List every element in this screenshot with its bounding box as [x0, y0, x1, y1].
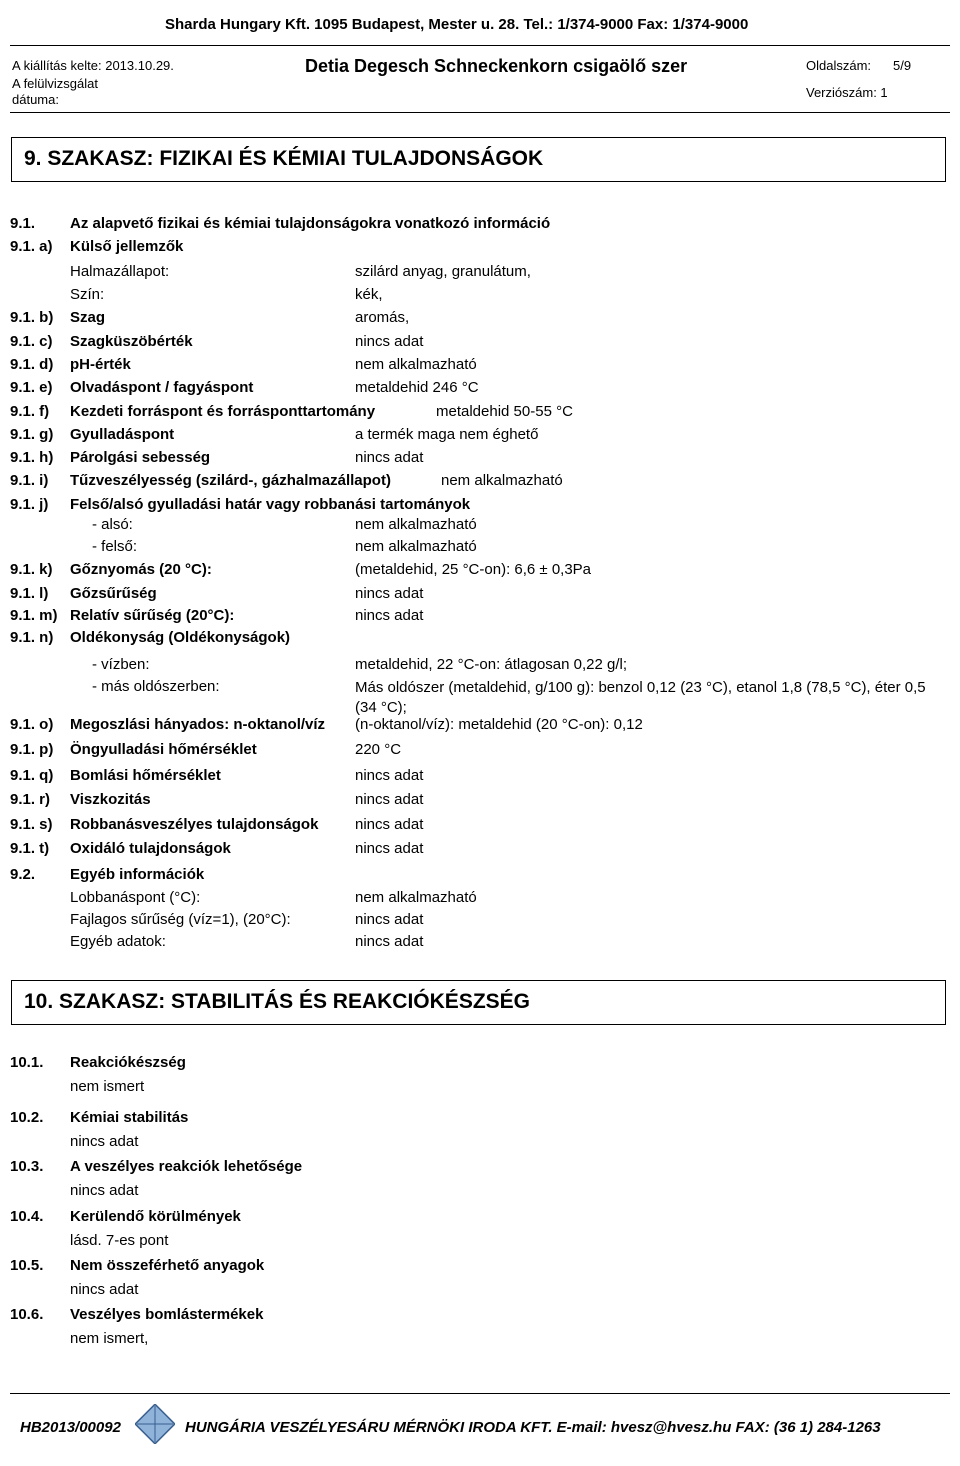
- section10-item-value: nem ismert,: [70, 1330, 149, 1347]
- section10-item-label: Veszélyes bomlástermékek: [70, 1306, 264, 1323]
- section9-row-num: 9.1. t): [10, 840, 50, 857]
- section9-row-label: - felső:: [92, 538, 138, 555]
- section9-row-num: 9.1. g): [10, 426, 54, 443]
- section9-row-label: Oldékonyság (Oldékonyságok): [70, 629, 291, 646]
- section9-row-label: Gyulladáspont: [70, 426, 175, 443]
- section10-item-num: 10.1.: [10, 1054, 44, 1071]
- section9-row-label: Párolgási sebesség: [70, 449, 211, 466]
- section9-row-value: nincs adat: [355, 607, 424, 624]
- section9-row-label: Viszkozitás: [70, 791, 151, 808]
- section10-item-label: Nem összeférhető anyagok: [70, 1257, 265, 1274]
- product-name: Detia Degesch Schneckenkorn csigaölő szer: [305, 56, 688, 76]
- section9-row-value: nincs adat: [355, 840, 424, 857]
- header-bottom-rule: [10, 112, 950, 113]
- section9-row-label: Fajlagos sűrűség (víz=1), (20°C):: [70, 911, 291, 928]
- section9-row-label: Relatív sűrűség (20°C):: [70, 607, 235, 624]
- section9-row-value: 220 °C: [355, 741, 402, 758]
- footer-rule: [10, 1393, 950, 1394]
- section9-row-value: nem alkalmazható: [355, 356, 477, 373]
- section9-row-value: nem alkalmazható: [355, 516, 477, 533]
- section9-title: 9. SZAKASZ: FIZIKAI ÉS KÉMIAI TULAJDONSÁGOK: [24, 147, 544, 170]
- section9-row-value: nem alkalmazható: [355, 889, 477, 906]
- section9-row-num: 9.1. h): [10, 449, 54, 466]
- section9-row-value: nincs adat: [355, 791, 424, 808]
- section9-row-label: Öngyulladási hőmérséklet: [70, 741, 257, 758]
- section10-item-value: nem ismert: [70, 1078, 145, 1095]
- section10-item-label: Reakciókészség: [70, 1054, 186, 1071]
- section9-row-value: nincs adat: [355, 333, 424, 350]
- version-label: Verziószám: 1: [806, 85, 888, 100]
- section10-item-label: A veszélyes reakciók lehetősége: [70, 1158, 303, 1175]
- section9-row-value: aromás,: [355, 309, 410, 326]
- section9-row-num: 9.1. c): [10, 333, 53, 350]
- section9-row-value: metaldehid, 22 °C-on: átlagosan 0,22 g/l;: [355, 656, 628, 673]
- section9-row-label: pH-érték: [70, 356, 131, 373]
- section9-row-value: nincs adat: [355, 933, 424, 950]
- section9-row-label: Külső jellemzők: [70, 238, 184, 255]
- section9-row-label: Tűzveszélyesség (szilárd-, gázhalmazállapot): [70, 472, 391, 489]
- section9-row-value: nincs adat: [355, 585, 424, 602]
- section9-row-label: Egyéb információk: [70, 866, 205, 883]
- section9-row-num: 9.1. f): [10, 403, 50, 420]
- section9-row-value: kék,: [355, 286, 383, 303]
- section9-row-label: - alsó:: [92, 516, 133, 533]
- section9-row-value: nem alkalmazható: [355, 538, 477, 555]
- section10-item-label: Kémiai stabilitás: [70, 1109, 189, 1126]
- section9-row-value: (n-oktanol/víz): metaldehid (20 °C-on): 0,12: [355, 716, 643, 733]
- section10-item-value: lásd. 7-es pont: [70, 1232, 169, 1249]
- section9-row-num: 9.1. i): [10, 472, 49, 489]
- section10-item-value: nincs adat: [70, 1182, 139, 1199]
- section9-row-num: 9.1. q): [10, 767, 54, 784]
- section9-row-num: 9.1.: [10, 215, 36, 232]
- section10-item-value: nincs adat: [70, 1133, 139, 1150]
- section9-row-label: Szagküszöbérték: [70, 333, 193, 350]
- section10-item-label: Kerülendő körülmények: [70, 1208, 241, 1225]
- section9-row-label: Bomlási hőmérséklet: [70, 767, 221, 784]
- section9-row-value: a termék maga nem éghető: [355, 426, 539, 443]
- footer-text: HUNGÁRIA VESZÉLYESÁRU MÉRNÖKI IRODA KFT. E-mail: hvesz@hvesz.hu FAX: (36 1) 284-1263: [185, 1419, 881, 1436]
- section10-item-num: 10.5.: [10, 1257, 44, 1274]
- header-company: Sharda Hungary Kft. 1095 Budapest, Mester u. 28. Tel.: 1/374-9000 Fax: 1/374-9000: [165, 16, 749, 33]
- section10-title: 10. SZAKASZ: STABILITÁS ÉS REAKCIÓKÉSZSÉG: [24, 990, 530, 1013]
- section9-row-num: 9.1. j): [10, 496, 49, 513]
- section9-row-label: Szag: [70, 309, 106, 326]
- section9-row-label: - más oldószerben:: [92, 678, 220, 695]
- section9-row-value: metaldehid 246 °C: [355, 379, 479, 396]
- section9-row-num: 9.1. a): [10, 238, 53, 255]
- section9-row-num: 9.1. o): [10, 716, 54, 733]
- review-label-1: A felülvizsgálat: [12, 76, 98, 91]
- section10-item-num: 10.6.: [10, 1306, 44, 1323]
- section9-row-label: Halmazállapot:: [70, 263, 170, 280]
- section9-row-label: Felső/alsó gyulladási határ vagy robbanási tartományok: [70, 496, 471, 513]
- footer-code: HB2013/00092: [20, 1419, 121, 1436]
- section9-row-num: 9.1. b): [10, 309, 54, 326]
- section9-row-value: nincs adat: [355, 767, 424, 784]
- section9-row-label: Egyéb adatok:: [70, 933, 166, 950]
- section9-row-num: 9.1. e): [10, 379, 53, 396]
- section9-row-label: Szín:: [70, 286, 105, 303]
- section9-row-value: nincs adat: [355, 911, 424, 928]
- section9-row-value: Más oldószer (metaldehid, g/100 g): benzol 0,12 (23 °C), etanol 1,8 (78,5 °C), éter 0,5 (34 °C);: [355, 679, 926, 716]
- section9-row-label: Olvadáspont / fagyáspont: [70, 379, 254, 396]
- section10-item-num: 10.2.: [10, 1109, 44, 1126]
- section9-row-num: 9.1. d): [10, 356, 54, 373]
- page-label: Oldalszám:: [806, 58, 872, 73]
- section10-item-num: 10.3.: [10, 1158, 44, 1175]
- section9-row-label: Kezdeti forráspont és forrásponttartomány: [70, 403, 376, 420]
- section9-row-label: Gőzsűrűség: [70, 585, 157, 602]
- section9-row-num: 9.1. l): [10, 585, 49, 602]
- section9-row-num: 9.1. r): [10, 791, 51, 808]
- section9-row-value: (metaldehid, 25 °C-on): 6,6 ± 0,3Pa: [355, 561, 592, 578]
- section9-row-label: Oxidáló tulajdonságok: [70, 840, 231, 857]
- section9-row-num: 9.1. k): [10, 561, 53, 578]
- issue-date: A kiállítás kelte: 2013.10.29.: [12, 58, 174, 73]
- section9-row-value: nincs adat: [355, 449, 424, 466]
- section9-row-num: 9.1. m): [10, 607, 58, 624]
- section10-item-num: 10.4.: [10, 1208, 44, 1225]
- footer-logo: [135, 1404, 175, 1444]
- section9-row-num: 9.1. p): [10, 741, 54, 758]
- section9-row-value: metaldehid 50-55 °C: [436, 403, 573, 420]
- review-label-2: dátuma:: [12, 92, 59, 107]
- section9-row-label: - vízben:: [92, 656, 150, 673]
- section9-row-num: 9.1. s): [10, 816, 53, 833]
- section9-row-num: 9.1. n): [10, 629, 54, 646]
- section9-row-label: Lobbanáspont (°C):: [70, 889, 201, 906]
- section9-row-label: Az alapvető fizikai és kémiai tulajdonságokra vonatkozó információ: [70, 215, 551, 232]
- section9-row-value: nincs adat: [355, 816, 424, 833]
- page-value: 5/9: [893, 58, 912, 73]
- section9-row-label: Robbanásveszélyes tulajdonságok: [70, 816, 319, 833]
- section9-row-label: Megoszlási hányados: n-oktanol/víz: [70, 716, 326, 733]
- section9-row-value: szilárd anyag, granulátum,: [355, 263, 531, 280]
- section9-row-value: nem alkalmazható: [441, 472, 563, 489]
- section10-item-value: nincs adat: [70, 1281, 139, 1298]
- section9-row-label: Gőznyomás (20 °C):: [70, 561, 212, 578]
- header-top-rule: [10, 45, 950, 46]
- section9-row-num: 9.2.: [10, 866, 36, 883]
